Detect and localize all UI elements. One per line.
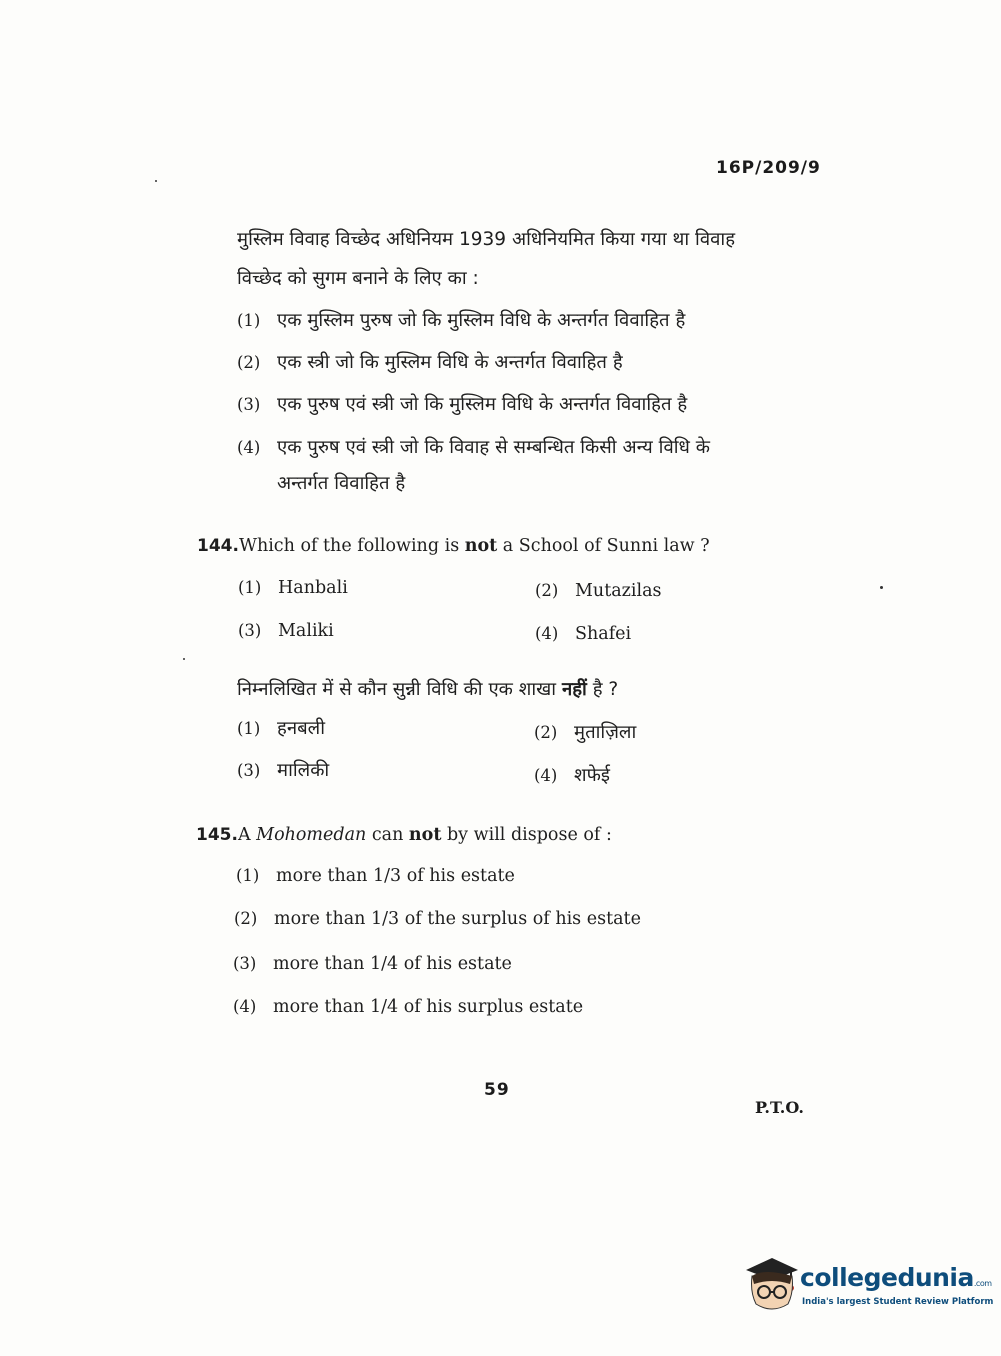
q145-option-3 <box>233 954 512 974</box>
option-text: एक स्त्री जो कि मुस्लिम विधि के अन्तर्गत विवाहित है <box>277 352 623 373</box>
stem-text-end: by will dispose of : <box>441 825 612 845</box>
option-number: (4) <box>535 624 559 643</box>
q143-option-2 <box>237 349 623 374</box>
q144-stem-hindi <box>237 676 618 701</box>
q144-stem <box>197 536 710 556</box>
logo-brand: collegedunia <box>800 1263 974 1292</box>
q144-option-4 <box>535 624 631 644</box>
q144-option-hi-2 <box>534 719 636 744</box>
option-text: Maliki <box>278 621 334 641</box>
stem-emphasis: not <box>464 536 498 556</box>
option-text: एक पुरुष एवं स्त्री जो कि विवाह से सम्बन्धित किसी अन्य विधि के <box>277 437 710 458</box>
stem-text-end: a School of Sunni law ? <box>497 536 710 556</box>
q144-option-hi-1 <box>237 715 325 740</box>
q143-stem-line1: मुस्लिम विवाह विच्छेद अधिनियम 1939 अधिनियमित किया गया था विवाह <box>237 229 736 250</box>
option-text: एक मुस्लिम पुरुष जो कि मुस्लिम विधि के अन्तर्गत विवाहित है <box>277 310 686 331</box>
option-number: (4) <box>237 438 261 457</box>
option-text: Shafei <box>575 624 632 644</box>
option-text: Mutazilas <box>575 581 662 601</box>
q144-option-1 <box>238 578 348 598</box>
logo-wordmark <box>800 1263 992 1292</box>
stem-emphasis: not <box>408 825 442 845</box>
stem-emphasis: नहीं <box>561 679 587 700</box>
logo-tagline: India's largest Student Review Platform <box>802 1297 994 1307</box>
stem-text-mid: can <box>366 825 409 845</box>
option-text: एक पुरुष एवं स्त्री जो कि मुस्लिम विधि के अन्तर्गत विवाहित है <box>277 394 688 415</box>
option-text: मुताज़िला <box>574 722 637 743</box>
option-number: (4) <box>233 997 257 1016</box>
option-number: (1) <box>236 866 260 885</box>
option-number: (1) <box>238 578 262 597</box>
q144-option-3 <box>238 621 334 641</box>
option-number: (2) <box>534 723 558 742</box>
option-text: more than 1/4 of his estate <box>273 954 512 974</box>
option-number: (2) <box>535 581 559 600</box>
option-number: (1) <box>237 311 261 330</box>
q144-option-2 <box>535 581 661 601</box>
scan-speck <box>183 658 185 660</box>
q145-option-2 <box>234 909 641 929</box>
option-number: (3) <box>238 621 262 640</box>
paper-code: 16P/209/9 <box>716 158 821 178</box>
option-text: more than 1/4 of his surplus estate <box>273 997 584 1017</box>
stem-text: निम्नलिखित में से कौन सुन्नी विधि की एक शाखा <box>237 679 562 700</box>
option-number: (3) <box>237 395 261 414</box>
option-text: more than 1/3 of the surplus of his estate <box>274 909 641 929</box>
option-number: (1) <box>237 719 261 738</box>
option-number: (3) <box>237 761 261 780</box>
page-number: 59 <box>484 1080 510 1100</box>
option-number: (4) <box>534 766 558 785</box>
option-number: (2) <box>237 353 261 372</box>
option-text: शफेई <box>574 765 610 786</box>
option-number: (2) <box>234 909 258 928</box>
q143-stem-line2: विच्छेद को सुगम बनाने के लिए का : <box>237 268 479 289</box>
q145-stem <box>196 825 612 845</box>
logo-tld: .com <box>973 1279 992 1288</box>
q143-option-1 <box>237 307 685 332</box>
pto-label: P.T.O. <box>755 1098 804 1117</box>
q144-option-hi-3 <box>237 757 329 782</box>
option-text: हनबली <box>277 718 325 739</box>
stem-italic: Mohomedan <box>256 825 367 845</box>
scan-speck <box>880 586 883 589</box>
q145-option-4 <box>233 997 583 1017</box>
option-text: Hanbali <box>278 578 348 598</box>
option-text: more than 1/3 of his estate <box>276 866 515 886</box>
option-text: मालिकी <box>277 760 330 781</box>
q145-option-1 <box>236 866 515 886</box>
option-number: (3) <box>233 954 257 973</box>
q144-option-hi-4 <box>534 762 610 787</box>
question-number: 145. <box>196 825 238 845</box>
stem-text-end: है ? <box>586 679 619 700</box>
scan-speck <box>155 180 157 182</box>
q143-option-4 <box>237 434 710 459</box>
stem-text: A <box>237 825 257 845</box>
stem-text: Which of the following is <box>238 536 465 556</box>
q143-option-3 <box>237 391 687 416</box>
question-number: 144. <box>197 536 239 556</box>
q143-option-4-continued: अन्तर्गत विवाहित है <box>277 473 406 494</box>
